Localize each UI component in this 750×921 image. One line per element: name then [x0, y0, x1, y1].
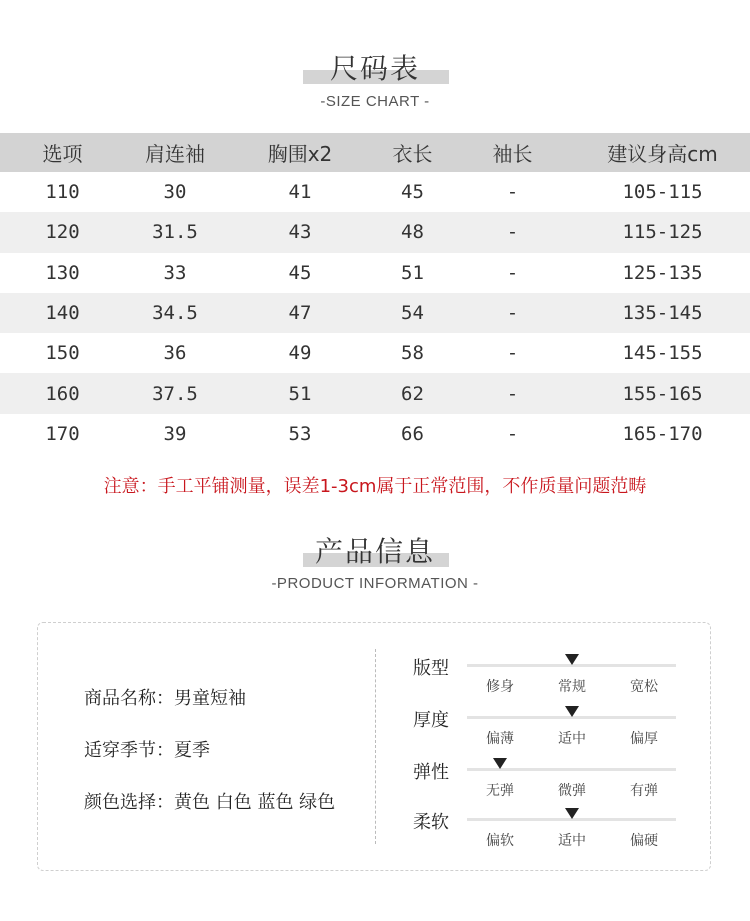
cell-height: 135-145: [575, 293, 750, 333]
product-season: 适穿季节：夏季: [84, 740, 210, 761]
attribute-option: 微弹: [558, 783, 586, 799]
product-info-subtitle: -PRODUCT INFORMATION -: [271, 575, 479, 592]
cell-option: 150: [45, 342, 80, 365]
size-table-header: [0, 133, 750, 172]
cell-chest: 49: [288, 342, 312, 365]
cell-shoulder-sleeve: 30: [163, 181, 187, 204]
selected-marker-icon: [565, 808, 579, 819]
cell-height: 105-115: [622, 181, 703, 204]
cell-shoulder-sleeve: 37.5: [125, 373, 225, 413]
attribute-option: 无弹: [486, 783, 514, 799]
product-colors: 颜色选择：黄色 白色 蓝色 绿色: [84, 792, 336, 813]
cell-option: 140: [0, 293, 125, 333]
cell-length: 58: [401, 342, 424, 365]
cell-chest: 45: [288, 261, 312, 284]
cell-sleeve-length: -: [450, 373, 575, 413]
attribute-label: 柔软: [413, 812, 449, 833]
measurement-note: 注意：手工平铺测量，误差1-3cm属于正常范围，不作质量问题范畴: [103, 476, 647, 497]
attribute-option: 修身: [486, 679, 514, 695]
size-chart-title: 尺码表: [329, 52, 420, 85]
cell-sleeve-length: -: [506, 342, 519, 365]
attribute-label: 弹性: [413, 762, 449, 783]
attribute-option: 适中: [558, 833, 586, 849]
cell-chest: 41: [288, 181, 312, 204]
cell-option: 110: [45, 181, 80, 204]
cell-length: 48: [375, 212, 450, 252]
cell-height: 125-135: [622, 261, 703, 284]
info-divider: [375, 649, 376, 844]
cell-sleeve-length: -: [506, 422, 519, 445]
cell-option: 120: [0, 212, 125, 252]
cell-height: 155-165: [575, 373, 750, 413]
attribute-option: 偏软: [486, 833, 514, 849]
cell-sleeve-length: -: [506, 261, 519, 284]
attribute-option: 适中: [558, 731, 586, 747]
selected-marker-icon: [565, 654, 579, 665]
cell-sleeve-length: -: [450, 212, 575, 252]
cell-height: 115-125: [575, 212, 750, 252]
cell-sleeve-length: -: [450, 293, 575, 333]
cell-chest: 53: [288, 422, 312, 445]
cell-option: 160: [0, 373, 125, 413]
cell-length: 51: [401, 261, 424, 284]
selected-marker-icon: [565, 706, 579, 717]
cell-height: 165-170: [622, 422, 703, 445]
cell-shoulder-sleeve: 31.5: [125, 212, 225, 252]
selected-marker-icon: [493, 758, 507, 769]
header-chest: 胸围x2: [225, 133, 375, 172]
cell-height: 145-155: [622, 342, 703, 365]
attribute-label: 版型: [413, 658, 449, 679]
attribute-option: 宽松: [630, 679, 658, 695]
header-sleeve-length: 袖长: [450, 133, 575, 172]
attribute-option: 偏硬: [630, 833, 658, 849]
cell-chest: 43: [225, 212, 375, 252]
product-info-title: 产品信息: [314, 535, 435, 568]
header-length: 衣长: [375, 133, 450, 172]
header-height: 建议身高cm: [575, 133, 750, 172]
cell-option: 170: [45, 422, 80, 445]
cell-length: 54: [375, 293, 450, 333]
cell-length: 66: [401, 422, 424, 445]
header-option: 选项: [0, 133, 125, 172]
size-chart-subtitle: -SIZE CHART -: [320, 93, 430, 110]
table-row: [0, 172, 750, 212]
cell-shoulder-sleeve: 39: [163, 422, 187, 445]
cell-chest: 47: [225, 293, 375, 333]
attribute-option: 常规: [558, 679, 586, 695]
cell-shoulder-sleeve: 36: [163, 342, 187, 365]
size-table: [0, 133, 750, 454]
cell-length: 45: [401, 181, 424, 204]
attribute-option: 有弹: [630, 783, 658, 799]
attribute-option: 偏厚: [630, 731, 658, 747]
cell-shoulder-sleeve: 34.5: [125, 293, 225, 333]
attribute-option: 偏薄: [486, 731, 514, 747]
table-row: [0, 414, 750, 454]
cell-chest: 51: [225, 373, 375, 413]
table-row: [0, 333, 750, 373]
cell-sleeve-length: -: [506, 181, 519, 204]
cell-shoulder-sleeve: 33: [163, 261, 187, 284]
table-row: [0, 212, 750, 252]
table-row: [0, 293, 750, 333]
cell-option: 130: [45, 261, 80, 284]
product-name: 商品名称：男童短袖: [84, 688, 246, 709]
table-row: [0, 253, 750, 293]
attribute-label: 厚度: [413, 710, 449, 731]
header-shoulder-sleeve: 肩连袖: [125, 133, 225, 172]
cell-length: 62: [375, 373, 450, 413]
table-row: [0, 373, 750, 413]
